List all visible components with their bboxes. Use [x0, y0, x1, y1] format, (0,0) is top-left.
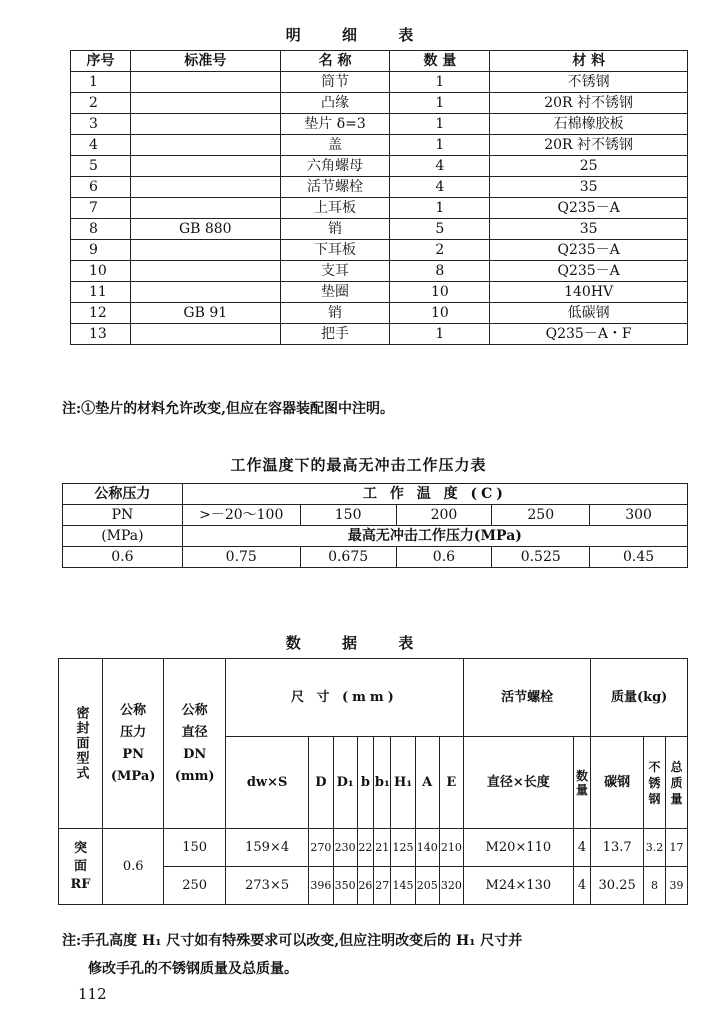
pn-header: [102, 659, 163, 829]
pressure-cell: 0.6: [63, 547, 183, 568]
parts-table: [70, 50, 688, 345]
mass-col-header: 碳钢: [591, 737, 644, 829]
data-cell: 273×5: [225, 867, 308, 905]
table-row: [71, 303, 688, 324]
table-cell: 1: [390, 72, 490, 93]
header-quantity: 数 量: [390, 51, 490, 72]
table-cell: 上耳板: [280, 198, 390, 219]
table-row: [71, 324, 688, 345]
dn-header-c: DN: [183, 746, 207, 762]
table-row: [71, 261, 688, 282]
pn-header-d: (MPa): [110, 768, 156, 784]
table-cell: [130, 114, 280, 135]
table-cell: 35: [490, 219, 688, 240]
table1-note: 注:①垫片的材料允许改变,但应在容器装配图中注明。: [62, 401, 395, 417]
data-cell: 320: [439, 867, 463, 905]
data-cell: 21: [374, 829, 391, 867]
dim-col-header: D: [309, 737, 333, 829]
table-cell: 5: [71, 156, 131, 177]
table-cell: 13: [71, 324, 131, 345]
temp-4: 300: [590, 505, 688, 526]
dim-col-header: H₁: [391, 737, 415, 829]
pressure-cell: 0.75: [182, 547, 300, 568]
pn-header-b: 压力: [120, 724, 147, 740]
data-cell: 4: [573, 867, 591, 905]
temp-header: 工 作 温 度 (C): [182, 484, 687, 505]
dim-col-header: E: [439, 737, 463, 829]
table-cell: 把手: [280, 324, 390, 345]
mass-header: 质量(kg): [591, 659, 688, 737]
seal-type-header: 密封面型式: [59, 659, 103, 829]
table3-note-line1: 注:手孔高度 H₁ 尺寸如有特殊要求可以改变,但应注明改变后的 H₁ 尺寸并: [62, 933, 523, 949]
pressure-cell: 0.675: [300, 547, 396, 568]
table-cell: 1: [390, 135, 490, 156]
table-cell: 7: [71, 198, 131, 219]
table-cell: Q235－A: [490, 261, 688, 282]
table-cell: 支耳: [280, 261, 390, 282]
header-standard: 标准号: [130, 51, 280, 72]
header-index: 序号: [71, 51, 131, 72]
table-cell: 12: [71, 303, 131, 324]
table1-title: 明 细 表: [285, 26, 432, 44]
table-cell: 5: [390, 219, 490, 240]
table-cell: 筒节: [280, 72, 390, 93]
dim-col-header: b: [357, 737, 373, 829]
table-cell: 35: [490, 177, 688, 198]
data-cell: 17: [665, 829, 687, 867]
pn-label-2: PN: [63, 505, 183, 526]
table-cell: 1: [390, 114, 490, 135]
data-cell: 396: [309, 867, 333, 905]
table-cell: 4: [71, 135, 131, 156]
table-cell: 1: [390, 198, 490, 219]
table-cell: 低碳钢: [490, 303, 688, 324]
dn-header-a: 公称: [181, 702, 208, 718]
table-cell: 10: [71, 261, 131, 282]
dim-col-header: D₁: [333, 737, 357, 829]
table-cell: 20R 衬不锈钢: [490, 135, 688, 156]
table-cell: [130, 177, 280, 198]
table-cell: [130, 93, 280, 114]
table-cell: Q235－A・F: [490, 324, 688, 345]
table-cell: 2: [390, 240, 490, 261]
table-cell: 六角螺母: [280, 156, 390, 177]
seal-type-b: RF: [70, 876, 91, 892]
table-cell: 11: [71, 282, 131, 303]
table-cell: 石棉橡胶板: [490, 114, 688, 135]
dn-cell: 250: [164, 867, 225, 905]
table-cell: 凸缘: [280, 93, 390, 114]
data-cell: 159×4: [225, 829, 308, 867]
table-cell: 9: [71, 240, 131, 261]
table-row: [71, 72, 688, 93]
table-cell: 20R 衬不锈钢: [490, 93, 688, 114]
table-cell: 垫片 δ=3: [280, 114, 390, 135]
table-cell: 8: [71, 219, 131, 240]
data-cell: 3.2: [644, 829, 666, 867]
data-cell: 26: [357, 867, 373, 905]
table-cell: [130, 282, 280, 303]
data-cell: 27: [374, 867, 391, 905]
pn-header-c: PN: [122, 746, 144, 762]
header-name: 名 称: [280, 51, 390, 72]
data-cell: 230: [333, 829, 357, 867]
dn-header-d: (mm): [174, 768, 215, 784]
table-row: [71, 240, 688, 261]
table-cell: 1: [390, 324, 490, 345]
mass-col-header: 总质量: [665, 737, 687, 829]
pn-header-a: 公称: [120, 702, 147, 718]
table3-title: 数 据 表: [285, 634, 432, 652]
data-cell: 210: [439, 829, 463, 867]
data-cell: 13.7: [591, 829, 644, 867]
data-cell: 22: [357, 829, 373, 867]
dn-cell: 150: [164, 829, 225, 867]
pressure-cell: 0.45: [590, 547, 688, 568]
seal-type-cell: [59, 829, 103, 905]
data-cell: 8: [644, 867, 666, 905]
table-cell: 4: [390, 177, 490, 198]
table-cell: 活节螺栓: [280, 177, 390, 198]
data-cell: 350: [333, 867, 357, 905]
table-cell: 销: [280, 303, 390, 324]
table2-title: 工作温度下的最高无冲击工作压力表: [230, 456, 487, 474]
table-cell: 10: [390, 282, 490, 303]
table-cell: [130, 72, 280, 93]
temp-1: 150: [300, 505, 396, 526]
table-cell: [130, 324, 280, 345]
table-cell: [130, 240, 280, 261]
table-cell: 1: [390, 93, 490, 114]
dim-col-header: b₁: [374, 737, 391, 829]
table-cell: Q235－A: [490, 198, 688, 219]
data-cell: 145: [391, 867, 415, 905]
table-cell: 1: [71, 72, 131, 93]
data-cell: 205: [415, 867, 439, 905]
dim-header: 尺 寸 (mm): [225, 659, 463, 737]
table-cell: 140HV: [490, 282, 688, 303]
pressure-cell: 0.525: [492, 547, 590, 568]
table3-note-line2: 修改手孔的不锈钢质量及总质量。: [88, 961, 298, 977]
bolt-col-header: 数量: [573, 737, 591, 829]
table-row: [71, 135, 688, 156]
table-cell: 盖: [280, 135, 390, 156]
table-row: [71, 177, 688, 198]
table-row: [71, 93, 688, 114]
table-cell: [130, 156, 280, 177]
table-row: [71, 219, 688, 240]
table-header-row: [71, 51, 688, 72]
table-cell: [130, 135, 280, 156]
table-cell: [130, 198, 280, 219]
temp-2: 200: [396, 505, 492, 526]
data-cell: 4: [573, 829, 591, 867]
pn-label-3: (MPa): [63, 526, 183, 547]
data-cell: M24×130: [463, 867, 573, 905]
table-cell: GB 91: [130, 303, 280, 324]
table-cell: 不锈钢: [490, 72, 688, 93]
table-cell: 2: [71, 93, 131, 114]
table-cell: 25: [490, 156, 688, 177]
table-cell: 销: [280, 219, 390, 240]
dim-col-header: A: [415, 737, 439, 829]
table-row: [71, 156, 688, 177]
table-cell: [130, 261, 280, 282]
table-row: [71, 198, 688, 219]
page-number: 112: [78, 985, 107, 1003]
dn-header: [164, 659, 225, 829]
seal-type-a: 突面: [73, 840, 87, 874]
table-cell: 垫圈: [280, 282, 390, 303]
data-cell: 140: [415, 829, 439, 867]
table-cell: 4: [390, 156, 490, 177]
mass-col-header: 不锈钢: [644, 737, 666, 829]
temp-3: 250: [492, 505, 590, 526]
table-row: [71, 114, 688, 135]
table-cell: 下耳板: [280, 240, 390, 261]
data-cell: 30.25: [591, 867, 644, 905]
pn-label: 公称压力: [63, 484, 183, 505]
data-cell: M20×110: [463, 829, 573, 867]
header-material: 材 料: [490, 51, 688, 72]
pressure-cell: 0.6: [396, 547, 492, 568]
table-cell: 8: [390, 261, 490, 282]
table-row: [71, 282, 688, 303]
data-cell: 270: [309, 829, 333, 867]
table-cell: 6: [71, 177, 131, 198]
table-cell: Q235－A: [490, 240, 688, 261]
table-cell: 3: [71, 114, 131, 135]
pressure-header: 最高无冲击工作压力(MPa): [182, 526, 687, 547]
pressure-table: [62, 483, 688, 568]
data-cell: 39: [665, 867, 687, 905]
table-cell: 10: [390, 303, 490, 324]
bolt-col-header: 直径×长度: [463, 737, 573, 829]
dim-col-header: dw×S: [225, 737, 308, 829]
data-cell: 125: [391, 829, 415, 867]
temp-0: >－20～100: [182, 505, 300, 526]
table-cell: GB 880: [130, 219, 280, 240]
dn-header-b: 直径: [181, 724, 208, 740]
bolt-header: 活节螺栓: [463, 659, 590, 737]
data-table: [58, 658, 688, 905]
pn-value: 0.6: [102, 829, 163, 905]
